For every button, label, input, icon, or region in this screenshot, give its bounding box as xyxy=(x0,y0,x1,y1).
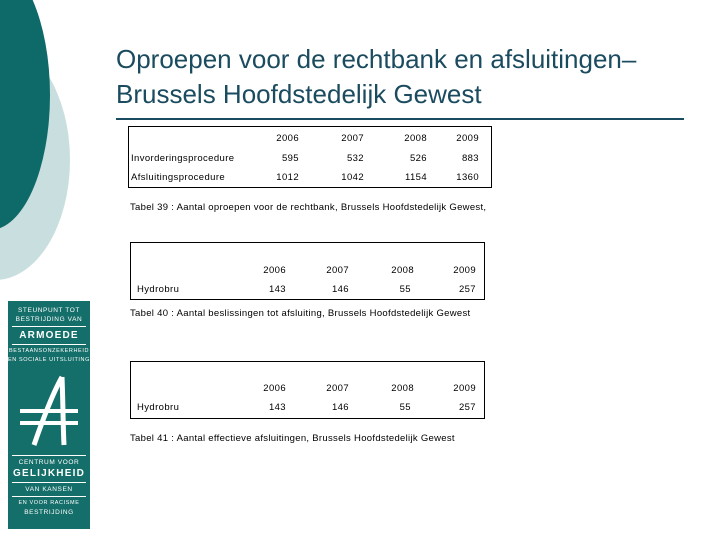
caption-text: : Aantal oproepen voor de rechtbank, Brussels Hoofdstedelijk Gewest, xyxy=(171,202,487,213)
column-header: 2006 xyxy=(276,133,299,144)
table-cell: 1154 xyxy=(404,172,427,183)
column-header: 2008 xyxy=(391,265,414,276)
logo-line: CENTRUM VOOR xyxy=(18,459,80,466)
logo-line: BESTRIJDING VAN xyxy=(15,316,83,323)
table-cell: 1360 xyxy=(456,172,479,183)
caption-label: Tabel 39 xyxy=(130,202,169,213)
decorative-circles xyxy=(0,0,120,300)
slide-title: Oproepen voor de rechtbank en afsluitingen– Brussels Hoofdstedelijk Gewest xyxy=(116,44,637,109)
caption-text: : Aantal beslissingen tot afsluiting, Brussels Hoofdstedelijk Gewest xyxy=(171,308,471,319)
table-cell: 257 xyxy=(458,284,476,295)
title-divider xyxy=(116,118,684,120)
column-header: 2006 xyxy=(263,383,286,394)
caption-label: Tabel 41 xyxy=(130,433,169,444)
table-cell: 532 xyxy=(346,153,364,164)
column-header: 2006 xyxy=(263,265,286,276)
logo-line: EN VOOR RACISME xyxy=(18,500,80,506)
column-header: 2007 xyxy=(326,383,349,394)
table-cell: 55 xyxy=(399,284,411,295)
row-label: Invorderingsprocedure xyxy=(131,153,235,164)
table-cell: 143 xyxy=(268,402,286,413)
logo-line: GELIJKHEID xyxy=(12,468,85,479)
logo-line: STEUNPUNT TOT xyxy=(18,307,80,314)
table-effective-disconnections xyxy=(130,361,485,419)
logo-line: BESTAANSONZEKERHEID xyxy=(8,348,90,354)
row-label: Afsluitingsprocedure xyxy=(131,172,226,183)
table-cell: 1042 xyxy=(341,172,364,183)
row-label: Hydrobru xyxy=(137,402,180,413)
table-cell: 146 xyxy=(331,284,349,295)
table-disconnection-decisions xyxy=(130,242,485,300)
column-header: 2007 xyxy=(326,265,349,276)
logo-line: BESTRIJDING xyxy=(24,509,74,516)
table-cell: 883 xyxy=(461,153,479,164)
organization-logo xyxy=(8,301,90,529)
table-summons xyxy=(128,126,492,188)
row-label: Hydrobru xyxy=(137,284,180,295)
table-cell: 55 xyxy=(399,402,411,413)
logo-main-word: ARMOEDE xyxy=(19,330,79,341)
column-header: 2008 xyxy=(391,383,414,394)
table-cell: 526 xyxy=(409,153,427,164)
table-caption xyxy=(130,308,471,319)
column-header: 2008 xyxy=(404,133,427,144)
logo-line: VAN KANSEN xyxy=(25,486,73,493)
table-cell: 1012 xyxy=(276,172,299,183)
caption-text: : Aantal effectieve afsluitingen, Brussels Hoofdstedelijk Gewest xyxy=(171,433,455,444)
logo-mark-icon xyxy=(14,371,84,451)
table-cell: 143 xyxy=(268,284,286,295)
logo-line: EN SOCIALE UITSLUITING xyxy=(8,357,90,363)
table-cell: 146 xyxy=(331,402,349,413)
column-header: 2007 xyxy=(341,133,364,144)
table-cell: 257 xyxy=(458,402,476,413)
caption-label: Tabel 40 xyxy=(130,308,169,319)
table-caption xyxy=(130,433,455,444)
column-header: 2009 xyxy=(453,265,476,276)
table-cell: 595 xyxy=(281,153,299,164)
column-header: 2009 xyxy=(456,133,479,144)
column-header: 2009 xyxy=(453,383,476,394)
table-caption xyxy=(130,202,486,213)
